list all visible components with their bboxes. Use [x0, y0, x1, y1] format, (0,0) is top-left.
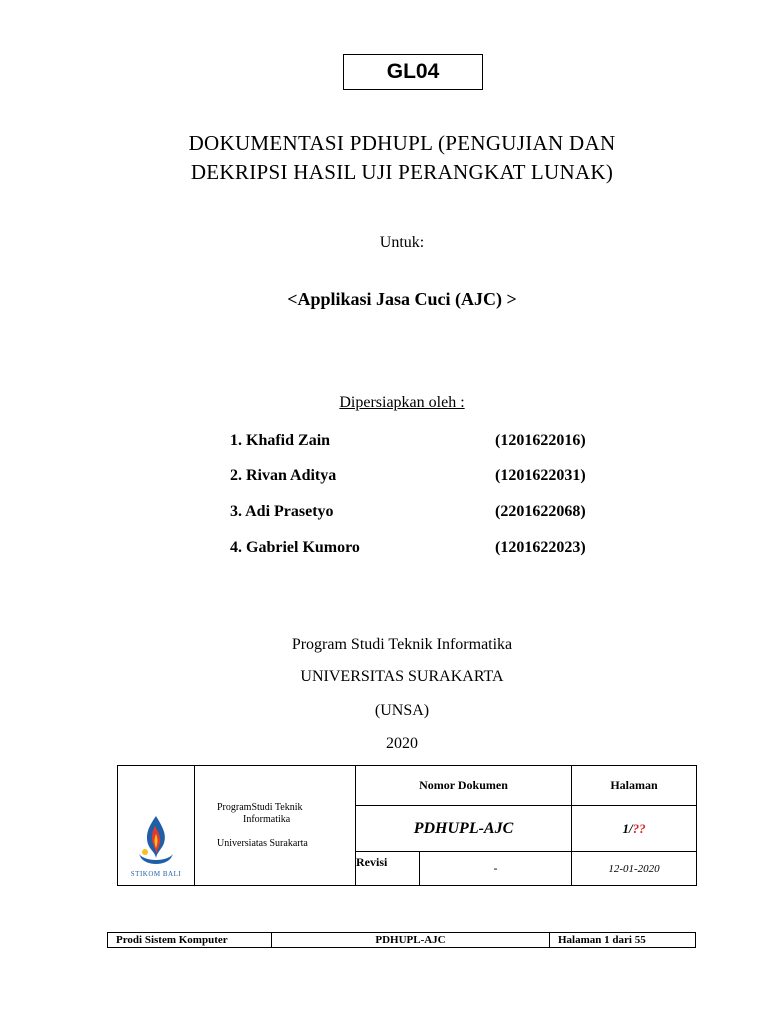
member-id: (1201622031) — [495, 467, 586, 484]
member-name: 4. Gabriel Kumoro — [230, 539, 360, 556]
application-name: <Applikasi Jasa Cuci (AJC) > — [287, 289, 517, 309]
org-cell — [195, 766, 356, 886]
program-name: Program Studi Teknik Informatika — [291, 636, 513, 653]
org-line: Informatika — [243, 813, 291, 825]
member-name: 1. Khafid Zain — [230, 432, 331, 449]
untuk-label: Untuk: — [379, 234, 425, 251]
stikom-logo-icon — [131, 812, 181, 870]
revisi-label: Revisi — [356, 852, 420, 886]
org-line: Universiatas Surakarta — [217, 837, 308, 849]
footer-prodi: Prodi Sistem Komputer — [108, 933, 272, 948]
halaman-label: Halaman — [572, 766, 697, 806]
title-line-1: DOKUMENTASI PDHUPL (PENGUJIAN DAN — [188, 131, 616, 155]
document-info-table — [117, 765, 697, 886]
footer-page: Halaman 1 dari 55 — [550, 933, 696, 948]
document-code-box — [343, 54, 483, 90]
logo-cell — [118, 766, 195, 886]
year: 2020 — [386, 735, 418, 752]
title-line-2: DEKRIPSI HASIL UJI PERANGKAT LUNAK) — [190, 160, 614, 184]
document-number: PDHUPL-AJC — [356, 806, 572, 852]
member-id: (1201622023) — [495, 539, 586, 556]
revisi-value: - — [420, 852, 572, 886]
member-id: (2201622068) — [495, 503, 586, 520]
prepared-by-label: Dipersiapkan oleh : — [339, 394, 465, 411]
page-number — [572, 806, 697, 852]
footer-doc: PDHUPL-AJC — [272, 933, 550, 948]
logo-text: STIKOM BALI — [130, 869, 182, 878]
nomor-dokumen-label: Nomor Dokumen — [356, 766, 572, 806]
document-code: GL04 — [386, 60, 440, 83]
page-total: ?? — [632, 820, 646, 836]
member-name: 3. Adi Prasetyo — [230, 503, 334, 520]
member-name: 2. Rivan Aditya — [230, 467, 337, 484]
document-date: 12-01-2020 — [572, 852, 697, 886]
org-line: ProgramStudi Teknik — [217, 801, 303, 813]
page-prefix: 1/ — [622, 820, 633, 836]
university-abbrev: (UNSA) — [374, 702, 430, 719]
member-id: (1201622016) — [495, 432, 586, 449]
footer-table — [107, 932, 696, 948]
university-name: UNIVERSITAS SURAKARTA — [300, 668, 504, 685]
